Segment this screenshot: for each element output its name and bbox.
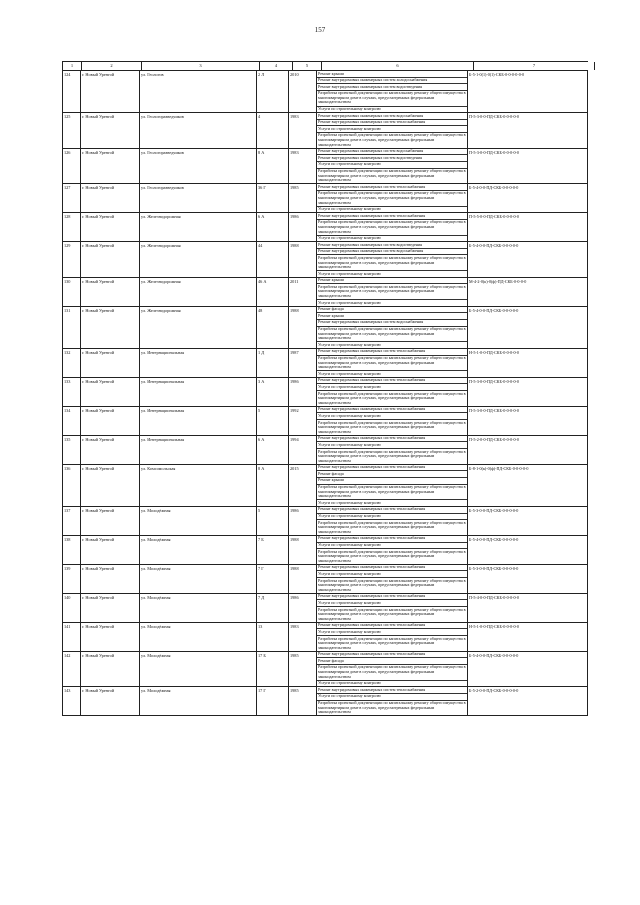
city-cell: г. Новый Уренгой bbox=[81, 149, 140, 184]
work-item: Услуги по строительному контролю bbox=[317, 442, 467, 449]
work-item: Услуги по строительному контролю bbox=[317, 694, 467, 701]
works-list bbox=[317, 623, 468, 651]
works-list bbox=[317, 536, 468, 564]
works-list bbox=[317, 242, 468, 277]
city-cell: г. Новый Уренгой bbox=[81, 113, 140, 148]
row-number: 142 bbox=[63, 652, 81, 687]
works-list bbox=[317, 652, 468, 687]
row-number: 143 bbox=[63, 687, 81, 715]
table-row bbox=[63, 113, 588, 149]
row-number: 141 bbox=[63, 623, 81, 651]
row-number: 130 bbox=[63, 278, 81, 306]
work-code-cell: П-5-2-0-0-ПД-СКБ-0-0-0-0-0 bbox=[468, 436, 588, 464]
work-item: Услуги по строительному контролю bbox=[318, 370, 381, 376]
city-cell: г. Новый Уренгой bbox=[81, 594, 140, 622]
work-item: Ремонт внутридомовых инженерных систем теплоснабжения bbox=[317, 184, 467, 191]
city-cell: г. Новый Уренгой bbox=[81, 278, 140, 306]
row-number: 129 bbox=[63, 242, 81, 277]
work-item: Разработка проектной документации по капитальному ремонту общего имущества в многоквартирном доме в случаях, предусмотренных федеральным законодательством bbox=[318, 448, 466, 463]
city-cell: г. Новый Уренгой bbox=[81, 565, 140, 593]
works-list bbox=[317, 565, 468, 593]
table-row bbox=[63, 436, 588, 465]
work-code-cell: П-5-3-0-0-ПД-СКБ-0-0-0-0-0 bbox=[468, 407, 588, 435]
work-item: Ремонт внутридомовых инженерных систем водоотведения bbox=[317, 84, 467, 91]
table-row bbox=[63, 149, 588, 185]
street-cell: ул. Молодёжная bbox=[140, 652, 257, 687]
table-row bbox=[63, 465, 588, 507]
work-item: Ремонт внутридомовых инженерных систем водоснабжения bbox=[317, 149, 467, 156]
work-item: Услуги по строительному контролю bbox=[318, 270, 381, 276]
row-number: 136 bbox=[63, 465, 81, 506]
table-row bbox=[63, 594, 588, 623]
year-cell: 1994 bbox=[289, 436, 317, 464]
work-item: Ремонт внутридомовых инженерных систем теплоснабжения bbox=[317, 623, 467, 630]
year-cell: 2010 bbox=[289, 71, 317, 112]
year-cell: 1986 bbox=[289, 213, 317, 241]
work-item: Услуги по строительному контролю bbox=[318, 206, 381, 212]
table-body bbox=[63, 71, 588, 716]
street-cell: ул. Интернациональная bbox=[140, 407, 257, 435]
work-code-cell: Б-5-4-0-0-ПД-СКБ-0-0-0-0-0 bbox=[468, 652, 588, 687]
row-number: 127 bbox=[63, 184, 81, 212]
work-code-cell: Б-5-3-0-0-ПД-СКБ-0-0-0-0-0 bbox=[468, 507, 588, 535]
work-item: Услуги по строительному контролю bbox=[318, 341, 381, 347]
work-item: Разработка проектной документации по капитальному ремонту общего имущества в многоквартирном доме в случаях, предусмотренных федеральным законодательством bbox=[317, 665, 467, 681]
header-cell: 3 bbox=[142, 62, 260, 70]
house-cell: 46 А bbox=[257, 278, 289, 306]
work-code-cell: Б-5-2-0-0-ПД-СКБ-0-0-0-0-0 bbox=[468, 687, 588, 715]
repair-program-table bbox=[62, 61, 588, 716]
work-code-cell: П-5-3-0-0-ПД-СКБ-0-0-0-0-0 bbox=[468, 378, 588, 406]
city-cell: г. Новый Уренгой bbox=[81, 184, 140, 212]
house-cell: 4 bbox=[257, 113, 289, 148]
house-cell: 5 bbox=[257, 507, 289, 535]
row-number: 135 bbox=[63, 436, 81, 464]
work-code-cell: Б-5-4-0-0-ПД-СКБ-0-0-0-0-0 bbox=[468, 536, 588, 564]
work-item: Ремонт внутридомовых инженерных систем водоотведения bbox=[317, 155, 467, 162]
year-cell: 1988 bbox=[289, 565, 317, 593]
header-cell: 7 bbox=[474, 62, 595, 70]
work-code-cell: Б-5-4-0-0-ПД-СКБ-0-0-0-0-0 bbox=[468, 307, 588, 348]
work-item: Разработка проектной документации по капитальному ремонту общего имущества в многоквартирном доме в случаях, предусмотренных федеральным законодательством bbox=[317, 284, 467, 300]
city-cell: г. Новый Уренгой bbox=[81, 407, 140, 435]
street-cell: ул. Железнодорожная bbox=[140, 307, 257, 348]
table-row bbox=[63, 278, 588, 307]
row-number: 137 bbox=[63, 507, 81, 535]
header-cell: 2 bbox=[82, 62, 142, 70]
work-item: Ремонт фасада bbox=[317, 307, 467, 314]
city-cell: г. Новый Уренгой bbox=[81, 465, 140, 506]
work-item: Ремонт внутридомовых инженерных систем теплоснабжения bbox=[317, 349, 467, 356]
table-row bbox=[63, 378, 588, 407]
work-item: Разработка проектной документации по капитальному ремонту общего имущества в многоквартирном доме в случаях, предусмотренных федеральным законодательством bbox=[318, 132, 466, 147]
works-list bbox=[317, 113, 468, 148]
work-code-cell: М-4-2-0(к)-0(ф)-ПД-СКБ-0-0-0-0 bbox=[468, 278, 588, 306]
work-item: Ремонт крыши bbox=[317, 478, 467, 485]
work-item: Ремонт внутридомовых инженерных систем теплоснабжения bbox=[317, 687, 467, 694]
street-cell: ул. Интернациональная bbox=[140, 349, 257, 377]
year-cell: 2011 bbox=[289, 278, 317, 306]
city-cell: г. Новый Уренгой bbox=[81, 436, 140, 464]
house-cell: 3 А bbox=[257, 378, 289, 406]
year-cell: 2015 bbox=[289, 465, 317, 506]
work-item: Ремонт внутридомовых инженерных систем теплоснабжения bbox=[317, 465, 467, 472]
city-cell: г. Новый Уренгой bbox=[81, 623, 140, 651]
year-cell: 1986 bbox=[289, 594, 317, 622]
city-cell: г. Новый Уренгой bbox=[81, 687, 140, 715]
work-item: Услуги по строительному контролю bbox=[318, 106, 381, 112]
house-cell: 2 Л bbox=[257, 71, 289, 112]
city-cell: г. Новый Уренгой bbox=[81, 652, 140, 687]
work-item: Ремонт крыши bbox=[317, 313, 467, 320]
header-cell: 4 bbox=[260, 62, 293, 70]
table-row bbox=[63, 407, 588, 436]
year-cell: 1988 bbox=[289, 307, 317, 348]
works-list bbox=[317, 436, 468, 464]
table-row bbox=[63, 565, 588, 594]
street-cell: ул. Железнодорожная bbox=[140, 278, 257, 306]
year-cell: 1987 bbox=[289, 349, 317, 377]
year-cell: 1988 bbox=[289, 242, 317, 277]
table-row bbox=[63, 652, 588, 688]
row-number: 124 bbox=[63, 71, 81, 112]
street-cell: ул. Молодёжная bbox=[140, 687, 257, 715]
works-list bbox=[317, 307, 468, 348]
row-number: 131 bbox=[63, 307, 81, 348]
work-item: Ремонт крыши bbox=[317, 71, 467, 78]
house-cell: 44 bbox=[257, 242, 289, 277]
work-item: Услуги по строительному контролю bbox=[317, 629, 467, 636]
street-cell: ул. Молодёжная bbox=[140, 594, 257, 622]
work-item: Ремонт фасада bbox=[317, 471, 467, 478]
work-code-cell: Н-5-1-0-0-ПД-СКБ-0-0-0-0-0 bbox=[468, 349, 588, 377]
work-item: Услуги по строительному контролю bbox=[318, 499, 381, 505]
house-cell: 48 bbox=[257, 307, 289, 348]
work-item: Разработка проектной документации по капитальному ремонту общего имущества в многоквартирном доме в случаях, предусмотренных федеральным законодательством bbox=[317, 485, 467, 501]
street-cell: ул. Комсомольская bbox=[140, 465, 257, 506]
works-list bbox=[317, 687, 468, 715]
work-item: Ремонт внутридомовых инженерных систем холодоснабжения bbox=[317, 78, 467, 85]
work-item: Разработка проектной документации по капитальному ремонту общего имущества в многоквартирном доме в случаях, предусмотренных федеральным законодательством bbox=[317, 191, 467, 207]
street-cell: ул. Молодёжная bbox=[140, 623, 257, 651]
row-number: 132 bbox=[63, 349, 81, 377]
work-item: Разработка проектной документации по капитальному ремонту общего имущества в многоквартирном доме в случаях, предусмотренных федеральным законодательством bbox=[317, 327, 467, 343]
works-list bbox=[317, 378, 468, 406]
year-cell: 1992 bbox=[289, 407, 317, 435]
work-item: Ремонт внутридомовых инженерных систем водоотведения bbox=[317, 242, 467, 249]
work-item: Услуги по строительному контролю bbox=[317, 571, 467, 578]
work-item: Услуги по строительному контролю bbox=[318, 299, 381, 305]
row-number: 126 bbox=[63, 149, 81, 184]
work-item: Услуги по строительному контролю bbox=[317, 543, 467, 550]
row-number: 139 bbox=[63, 565, 81, 593]
work-item: Ремонт внутридомовых инженерных систем теплоснабжения bbox=[317, 436, 467, 443]
year-cell: 1988 bbox=[289, 536, 317, 564]
house-cell: 8 А bbox=[257, 149, 289, 184]
row-number: 128 bbox=[63, 213, 81, 241]
work-item: Разработка проектной документации по капитальному ремонту общего имущества в многоквартирном доме в случаях, предусмотренных федеральным законодательством bbox=[318, 606, 466, 621]
city-cell: г. Новый Уренгой bbox=[81, 213, 140, 241]
street-cell: ул. Геологоразведчиков bbox=[140, 149, 257, 184]
row-number: 134 bbox=[63, 407, 81, 435]
work-code-cell: П-5-3-0-0-ПД-СКБ-0-0-0-0-0 bbox=[468, 149, 588, 184]
street-cell: ул. Геологоразведчиков bbox=[140, 113, 257, 148]
table-header bbox=[63, 62, 588, 71]
work-item: Разработка проектной документации по капитальному ремонту общего имущества в многоквартирном доме в случаях, предусмотренных федеральным законодательством bbox=[318, 635, 466, 650]
work-item: Разработка проектной документации по капитальному ремонту общего имущества в многоквартирном доме в случаях, предусмотренных федеральным законодательством bbox=[317, 356, 467, 372]
work-code-cell: Б-5-1-0(1)-0(1)-СКБ-0-0-0-0-0-0 bbox=[468, 71, 588, 112]
works-list bbox=[317, 71, 468, 112]
work-item: Ремонт внутридомовых инженерных систем водоснабжения bbox=[317, 249, 467, 256]
work-item: Разработка проектной документации по капитальному ремонту общего имущества в многоквартирном доме в случаях, предусмотренных федеральным законодательством bbox=[318, 519, 466, 534]
work-code-cell: П-5-5-0-0-ПД-СКБ-0-0-0-0-0 bbox=[468, 213, 588, 241]
work-code-cell: Б-5-4-0-0-ПД-СКБ-0-0-0-0-0 bbox=[468, 242, 588, 277]
row-number: 125 bbox=[63, 113, 81, 148]
row-number: 133 bbox=[63, 378, 81, 406]
work-item: Разработка проектной документации по капитальному ремонту общего имущества в многоквартирном доме в случаях, предусмотренных федеральным законодательством bbox=[317, 220, 467, 236]
work-item: Услуги по строительному контролю bbox=[317, 413, 467, 420]
work-code-cell: П-5-3-0-0-ПД-СКБ-0-0-0-0-0 bbox=[468, 113, 588, 148]
header-cell: 6 bbox=[322, 62, 474, 70]
house-cell: 17 Б bbox=[257, 652, 289, 687]
works-list bbox=[317, 278, 468, 306]
work-item: Услуги по строительному контролю bbox=[317, 600, 467, 607]
street-cell: ул. Интернациональная bbox=[140, 436, 257, 464]
row-number: 138 bbox=[63, 536, 81, 564]
city-cell: г. Новый Уренгой bbox=[81, 307, 140, 348]
house-cell: 6 А bbox=[257, 213, 289, 241]
year-cell: 1983 bbox=[289, 623, 317, 651]
street-cell: ул. Геологов bbox=[140, 71, 257, 112]
work-item: Разработка проектной документации по капитальному ремонту общего имущества в многоквартирном доме в случаях, предусмотренных федеральным законодательством bbox=[318, 577, 466, 592]
house-cell: 8 А bbox=[257, 465, 289, 506]
works-list bbox=[317, 149, 468, 184]
work-item: Ремонт внутридомовых инженерных систем водоснабжения bbox=[317, 320, 467, 327]
table-row bbox=[63, 184, 588, 213]
table-row bbox=[63, 307, 588, 349]
works-list bbox=[317, 507, 468, 535]
city-cell: г. Новый Уренгой bbox=[81, 378, 140, 406]
work-item: Ремонт внутридомовых инженерных систем теплоснабжения bbox=[317, 407, 467, 414]
work-item: Услуги по строительному контролю bbox=[317, 384, 467, 391]
table-row bbox=[63, 623, 588, 652]
year-cell: 1986 bbox=[289, 507, 317, 535]
work-item: Ремонт внутридомовых инженерных систем теплоснабжения bbox=[317, 120, 467, 127]
work-code-cell: Б-5-3-0-0-ПД-СКБ-0-0-0-0-0 bbox=[468, 565, 588, 593]
table-row bbox=[63, 536, 588, 565]
work-code-cell: Н-5-1-0-0-ПД-СКБ-0-0-0-0-0 bbox=[468, 623, 588, 651]
work-item: Услуги по строительному контролю bbox=[317, 126, 467, 133]
table-row bbox=[63, 507, 588, 536]
table-row bbox=[63, 213, 588, 242]
house-cell: 5 bbox=[257, 407, 289, 435]
work-item: Услуги по строительному контролю bbox=[317, 514, 467, 521]
year-cell: 1985 bbox=[289, 652, 317, 687]
work-item: Ремонт внутридомовых инженерных систем теплоснабжения bbox=[317, 594, 467, 601]
year-cell: 1985 bbox=[289, 184, 317, 212]
works-list bbox=[317, 213, 468, 241]
work-item: Разработка проектной документации по капитальному ремонту общего имущества в многоквартирном доме в случаях, предусмотренных федеральным законодательством bbox=[318, 168, 466, 183]
work-item: Разработка проектной документации по капитальному ремонту общего имущества в многоквартирном доме в случаях, предусмотренных федеральным законодательством bbox=[318, 548, 466, 563]
work-item: Ремонт внутридомовых инженерных систем теплоснабжения bbox=[317, 507, 467, 514]
street-cell: ул. Геологоразведчиков bbox=[140, 184, 257, 212]
work-item: Разработка проектной документации по капитальному ремонту общего имущества в многоквартирном доме в случаях, предусмотренных федеральным законодательством bbox=[318, 390, 466, 405]
work-item: Услуги по строительному контролю bbox=[317, 162, 467, 169]
works-list bbox=[317, 407, 468, 435]
works-list bbox=[317, 465, 468, 506]
work-code-cell: П-5-4-0-0-ПД-СКБ-0-0-0-0-0 bbox=[468, 594, 588, 622]
city-cell: г. Новый Уренгой bbox=[81, 536, 140, 564]
street-cell: ул. Железнодорожная bbox=[140, 213, 257, 241]
work-item: Услуги по строительному контролю bbox=[318, 680, 381, 686]
header-cell: 1 bbox=[63, 62, 82, 70]
works-list bbox=[317, 349, 468, 377]
work-item: Ремонт фасада bbox=[317, 658, 467, 665]
work-item: Ремонт внутридомовых инженерных систем водоснабжения bbox=[317, 113, 467, 120]
year-cell: 1983 bbox=[289, 149, 317, 184]
street-cell: ул. Интернациональная bbox=[140, 378, 257, 406]
house-cell: 7 Г bbox=[257, 565, 289, 593]
year-cell: 1985 bbox=[289, 687, 317, 715]
work-item: Услуги по строительному контролю bbox=[318, 235, 381, 241]
city-cell: г. Новый Уренгой bbox=[81, 71, 140, 112]
work-item: Разработка проектной документации по капитальному ремонту общего имущества в многоквартирном доме в случаях, предусмотренных федеральным законодательством bbox=[317, 91, 467, 107]
row-number: 140 bbox=[63, 594, 81, 622]
work-code-cell: Б-5-4-0-0-ПД-СКБ-0-0-0-0-0 bbox=[468, 184, 588, 212]
street-cell: ул. Железнодорожная bbox=[140, 242, 257, 277]
header-cell: 5 bbox=[293, 62, 322, 70]
street-cell: ул. Молодёжная bbox=[140, 536, 257, 564]
street-cell: ул. Молодёжная bbox=[140, 565, 257, 593]
city-cell: г. Новый Уренгой bbox=[81, 507, 140, 535]
work-item: Ремонт внутридомовых инженерных систем теплоснабжения bbox=[317, 565, 467, 572]
house-cell: 6 А bbox=[257, 436, 289, 464]
year-cell: 1986 bbox=[289, 378, 317, 406]
house-cell: 36 Г bbox=[257, 184, 289, 212]
work-item: Ремонт внутридомовых инженерных систем теплоснабжения bbox=[317, 378, 467, 385]
work-code-cell: Б-8-1-0(к)-0(ф)-ПД-СКБ-0-0-0-0-0 bbox=[468, 465, 588, 506]
work-item: Разработка проектной документации по капитальному ремонту общего имущества в многоквартирном доме в случаях, предусмотренных федеральным законодательством bbox=[317, 255, 467, 271]
house-cell: 13 bbox=[257, 623, 289, 651]
work-item: Разработка проектной документации по капитальному ремонту общего имущества в многоквартирном доме в случаях, предусмотренных федеральным законодательством bbox=[318, 419, 466, 434]
year-cell: 1983 bbox=[289, 113, 317, 148]
table-row bbox=[63, 71, 588, 113]
city-cell: г. Новый Уренгой bbox=[81, 242, 140, 277]
house-cell: 7 Д bbox=[257, 594, 289, 622]
work-item: Ремонт внутридомовых инженерных систем теплоснабжения bbox=[317, 652, 467, 659]
work-item: Ремонт крыши bbox=[317, 278, 467, 285]
work-item: Ремонт внутридомовых инженерных систем теплоснабжения bbox=[317, 536, 467, 543]
works-list bbox=[317, 184, 468, 212]
works-list bbox=[317, 594, 468, 622]
house-cell: 7 Б bbox=[257, 536, 289, 564]
street-cell: ул. Молодёжная bbox=[140, 507, 257, 535]
city-cell: г. Новый Уренгой bbox=[81, 349, 140, 377]
table-row bbox=[63, 242, 588, 278]
work-item: Ремонт внутридомовых инженерных систем теплоснабжения bbox=[317, 213, 467, 220]
table-row bbox=[63, 687, 588, 716]
house-cell: 1 Д bbox=[257, 349, 289, 377]
work-item: Разработка проектной документации по капитальному ремонту общего имущества в многоквартирном доме в случаях, предусмотренных федеральным законодательством bbox=[318, 700, 466, 715]
table-row bbox=[63, 349, 588, 378]
house-cell: 17 Г bbox=[257, 687, 289, 715]
page-number: 157 bbox=[314, 26, 326, 34]
